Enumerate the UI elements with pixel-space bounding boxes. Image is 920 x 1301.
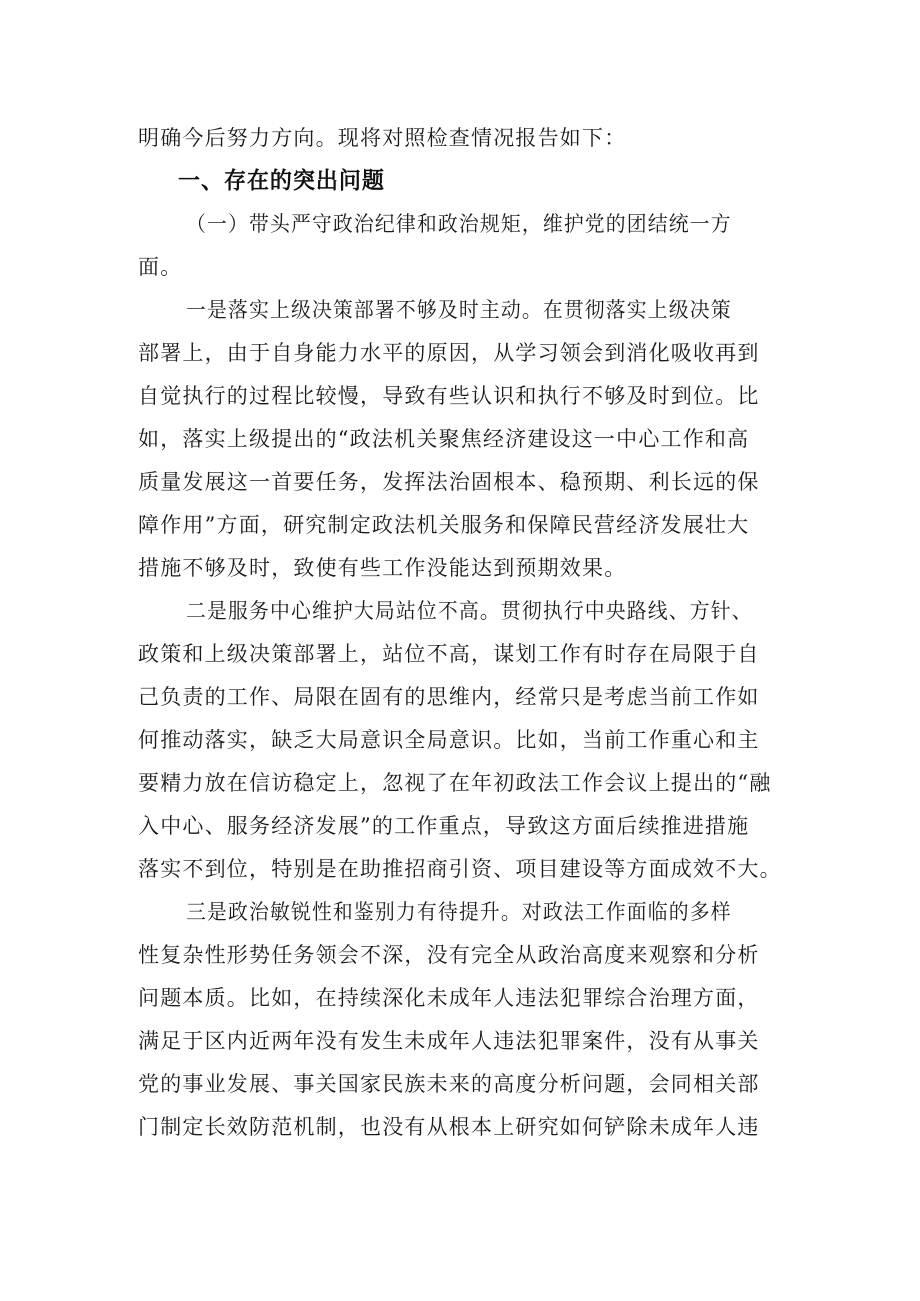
paragraph-line: 党的事业发展、事关国家民族未来的高度分析问题，会同相关部 <box>138 1072 760 1096</box>
paragraph-line: 一是落实上级决策部署不够及时主动。在贯彻落实上级决策 <box>186 298 732 322</box>
paragraph-line: 二是服务中心维护大局站位不高。贯彻执行中央路线、方针、 <box>186 599 753 623</box>
paragraph-line: 性复杂性形势任务领会不深，没有完全从政治高度来观察和分析 <box>138 943 760 967</box>
section-heading: 一、存在的突出问题 <box>178 168 385 194</box>
paragraph-line: 己负责的工作、局限在固有的思维内，经常只是考虑当前工作如 <box>138 685 760 709</box>
paragraph-line: 质量发展这一首要任务，发挥法治固根本、稳预期、利长远的保 <box>138 470 760 494</box>
paragraph-line: 部署上，由于自身能力水平的原因，从学习领会到消化吸收再到 <box>138 341 760 365</box>
subsection-heading-continued: 面。 <box>138 255 183 279</box>
paragraph-line: 政策和上级决策部署上，站位不高，谋划工作有时存在局限于自 <box>138 642 760 666</box>
paragraph-line: 如，落实上级提出的“政法机关聚焦经济建设这一中心工作和高 <box>138 427 750 451</box>
paragraph-line: 满足于区内近两年没有发生未成年人违法犯罪案件，没有从事关 <box>138 1029 760 1053</box>
subsection-heading: （一）带头严守政治纪律和政治规矩，维护党的团结统一方 <box>186 212 732 236</box>
paragraph-line: 措施不够及时，致使有些工作没能达到预期效果。 <box>138 556 627 580</box>
paragraph-line: 障作用”方面，研究制定政法机关服务和保障民营经济发展壮大 <box>138 513 750 537</box>
paragraph-line: 自觉执行的过程比较慢，导致有些认识和执行不够及时到位。比 <box>138 384 760 408</box>
paragraph-line: 门制定长效防范机制，也没有从根本上研究如何铲除未成年人违 <box>138 1115 760 1139</box>
paragraph-line: 入中心、服务经济发展”的工作重点，导致这方面后续推进措施 <box>138 814 750 838</box>
paragraph-line: 问题本质。比如，在持续深化未成年人违法犯罪综合治理方面， <box>138 986 760 1010</box>
paragraph-line: 落实不到位，特别是在助推招商引资、项目建设等方面成效不大。 <box>138 857 782 881</box>
paragraph-line: 要精力放在信访稳定上，忽视了在年初政法工作会议上提出的“融 <box>138 771 772 795</box>
paragraph-line: 三是政治敏锐性和鉴别力有待提升。对政法工作面临的多样 <box>186 900 732 924</box>
paragraph-line: 何推动落实，缺乏大局意识全局意识。比如，当前工作重心和主 <box>138 728 760 752</box>
text-line: 明确今后努力方向。现将对照检查情况报告如下： <box>138 126 627 150</box>
